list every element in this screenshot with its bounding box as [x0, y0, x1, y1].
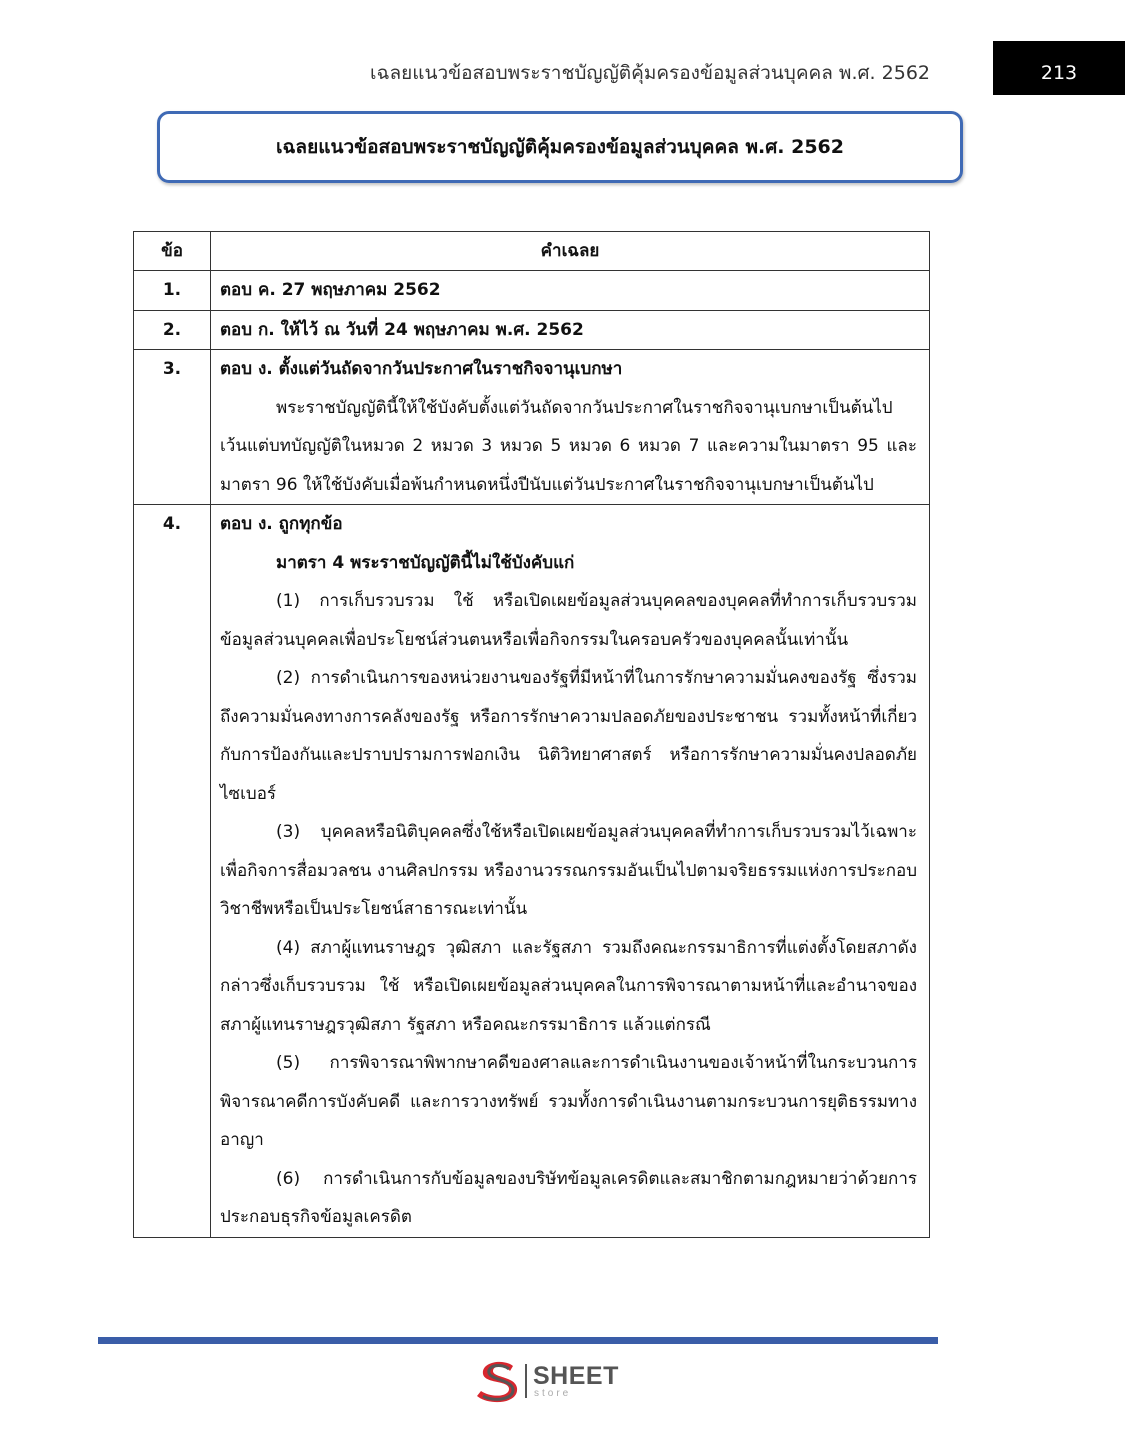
section-subheading: มาตรา 4 พระราชบัญญัตินี้ไม่ใช้บังคับแก่	[276, 552, 575, 573]
list-item: (2) การดำเนินการของหน่วยงานของรัฐที่มีหน้าที่ในการรักษาความมั่นคงของรัฐ ซึ่งรวมถึงความมั่นคงทางการคลังของรัฐ หรือการรักษาความปลอดภัยของประชาชน รวมทั้งหน้าที่เกี่ยวกับการป้องกันและปราบปรามการฟอกเงิน นิติวิทยาศาสตร์ หรือการรักษาความมั่นคงปลอดภัยไซเบอร์	[220, 668, 917, 804]
row-answer-cell	[211, 271, 930, 311]
list-item: (3) บุคคลหรือนิติบุคคลซึ่งใช้หรือเปิดเผยข้อมูลส่วนบุคคลที่ทำการเก็บรวบรวมไว้เฉพาะเพื่อกิจการสื่อมวลชน งานศิลปกรรม หรืองานวรรณกรรมอันเป็นไปตามจริยธรรมแห่งการประกอบวิชาชีพหรือเป็นประโยชน์สาธารณะเท่านั้น	[220, 822, 917, 919]
table-row	[134, 271, 930, 311]
logo-text: SHEET	[533, 1362, 619, 1390]
page-title-box	[157, 111, 963, 183]
table-row	[134, 310, 930, 350]
row-answer-cell	[211, 505, 930, 1238]
list-item: (5) การพิจารณาพิพากษาคดีของศาลและการดำเนินงานของเจ้าหน้าที่ในกระบวนการพิจารณาคดีการบังคับคดี และการวางทรัพย์ รวมทั้งการดำเนินงานตามกระบวนการยุติธรรมทางอาญา	[220, 1053, 917, 1150]
answer-text: ตอบ ค. 27 พฤษภาคม 2562	[220, 280, 441, 300]
row-number: 4.	[134, 505, 211, 1238]
answer-text: ตอบ ก. ให้ไว้ ณ วันที่ 24 พฤษภาคม พ.ศ. 2562	[220, 319, 584, 340]
list-item: (4) สภาผู้แทนราษฎร วุฒิสภา และรัฐสภา รวมถึงคณะกรรมาธิการที่แต่งตั้งโดยสภาดังกล่าวซึ่งเก็บรวบรวม ใช้ หรือเปิดเผยข้อมูลส่วนบุคคลในการพิจารณาตามหน้าที่และอำนาจของสภาผู้แทนราษฎรวุฒิสภา รัฐสภา หรือคณะกรรมาธิการ แล้วแต่กรณี	[220, 937, 917, 1035]
answer-text: ตอบ ง. ตั้งแต่วันถัดจากวันประกาศในราชกิจจานุเบกษา	[220, 359, 623, 379]
footer-divider	[98, 1337, 938, 1344]
table-header-row	[134, 232, 930, 271]
logo-subtext: store	[534, 1388, 572, 1399]
table-row	[134, 505, 930, 1238]
page-title: เฉลยแนวข้อสอบพระราชบัญญัติคุ้มครองข้อมูลส่วนบุคคล พ.ศ. 2562	[276, 136, 844, 158]
answer-table	[133, 231, 930, 1238]
list-item: (1) การเก็บรวบรวม ใช้ หรือเปิดเผยข้อมูลส่วนบุคคลของบุคคลที่ทำการเก็บรวบรวมข้อมูลส่วนบุคคลเพื่อประโยชน์ส่วนตนหรือเพื่อกิจกรรมในครอบครัวของบุคคลนั้นเท่านั้น	[220, 591, 917, 650]
row-number: 2.	[134, 310, 211, 350]
row-answer-cell	[211, 350, 930, 505]
table-row	[134, 350, 930, 505]
row-answer-cell	[211, 310, 930, 350]
answer-text: ตอบ ง. ถูกทุกข้อ	[220, 514, 343, 534]
row-number: 3.	[134, 350, 211, 505]
running-header: เฉลยแนวข้อสอบพระราชบัญญัติคุ้มครองข้อมูลส่วนบุคคล พ.ศ. 2562	[370, 62, 930, 84]
list-item: (6) การดำเนินการกับข้อมูลของบริษัทข้อมูลเครดิตและสมาชิกตามกฎหมายว่าด้วยการประกอบธุรกิจข้อมูลเครดิต	[220, 1168, 917, 1227]
explanation-paragraph: พระราชบัญญัตินี้ให้ใช้บังคับตั้งแต่วันถัดจากวันประกาศในราชกิจจานุเบกษาเป็นต้นไป เว้นแต่บทบัญญัติในหมวด 2 หมวด 3 หมวด 5 หมวด 6 หมวด 7 และความในมาตรา 95 และมาตรา 96 ให้ใช้บังคับเมื่อพ้นกำหนดหนึ่งปีนับแต่วันประกาศในราชกิจจานุเบกษาเป็นต้นไป	[220, 397, 917, 495]
column-header-no: ข้อ	[134, 232, 211, 271]
row-number: 1.	[134, 271, 211, 311]
page-number: 213	[993, 41, 1125, 95]
column-header-answer: คำเฉลย	[211, 232, 930, 271]
